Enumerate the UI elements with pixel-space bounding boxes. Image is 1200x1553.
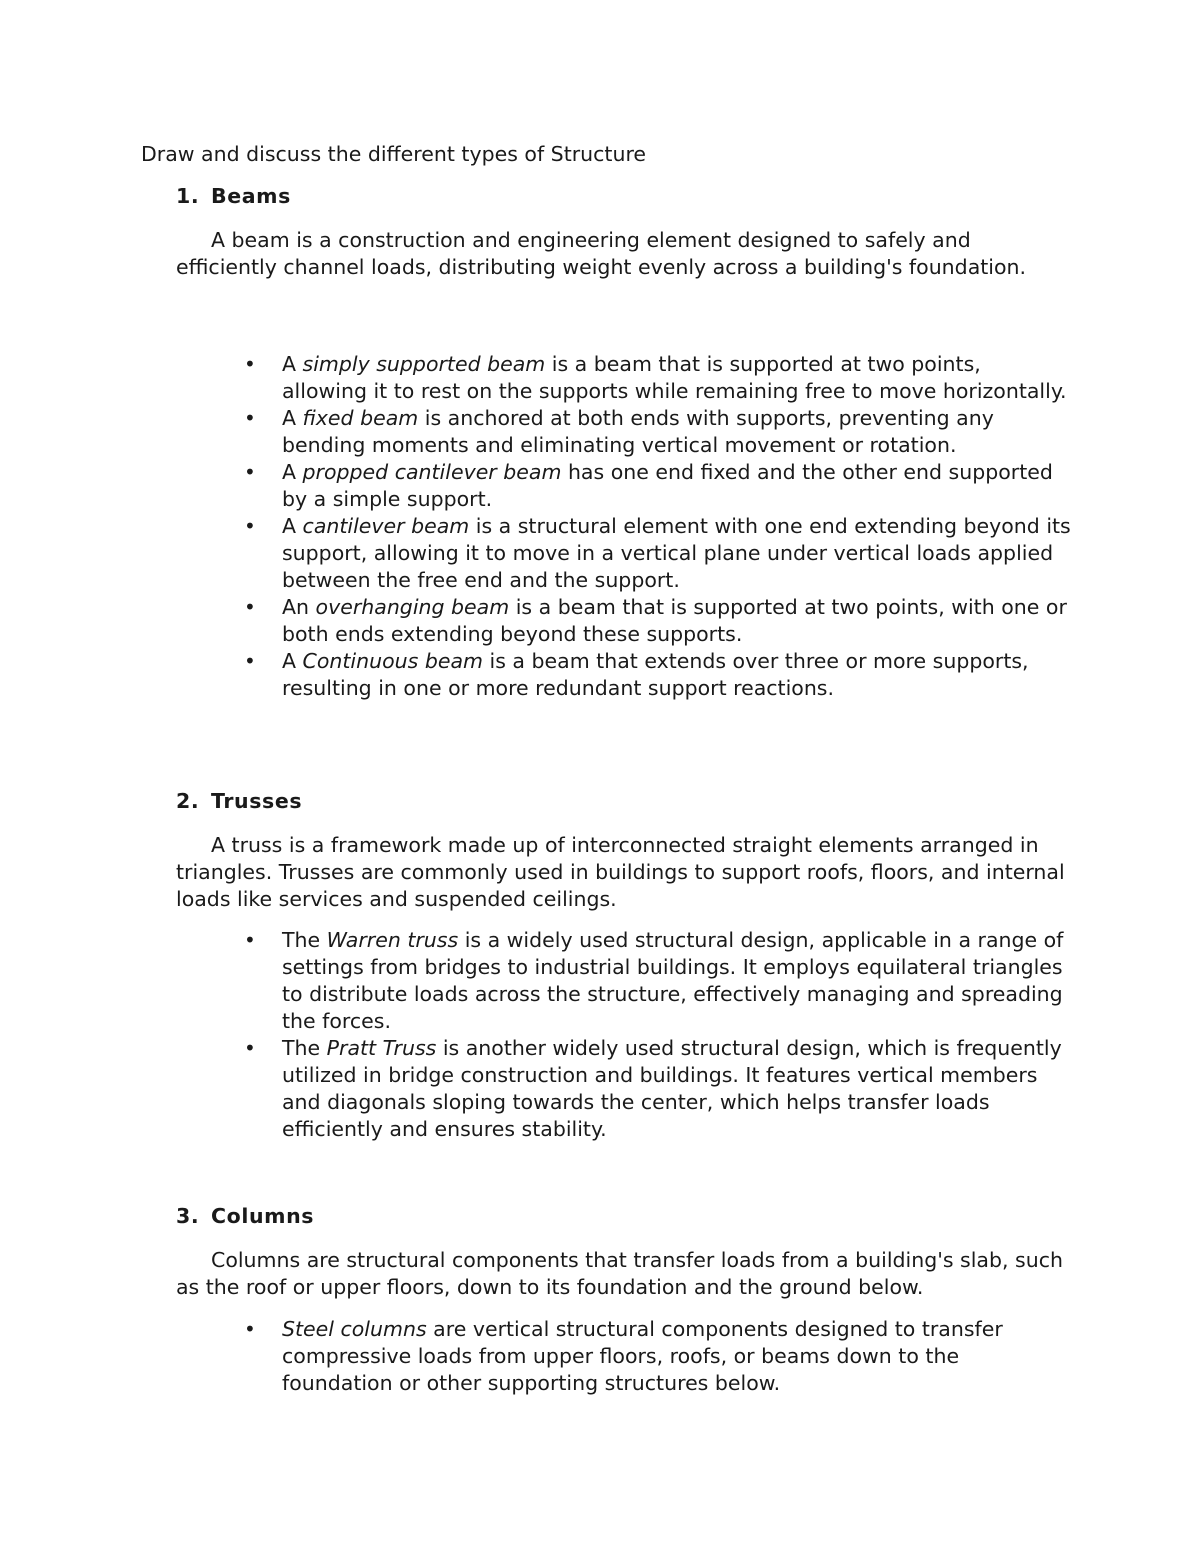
section-number: 3. (176, 1204, 200, 1228)
item-prefix: A (282, 649, 303, 673)
item-prefix: A (282, 406, 303, 430)
item-term: cantilever beam (302, 514, 470, 538)
document-title: Draw and discuss the different types of Structure (141, 142, 647, 166)
bullet-icon: • (244, 928, 256, 952)
item-prefix: A (282, 460, 303, 484)
bullet-icon: • (244, 649, 256, 673)
list-item (244, 405, 1072, 459)
item-text: is a beam that extends over three or more supports, resulting in one or more redundant support reactions. (282, 649, 1029, 700)
bullet-icon: • (244, 514, 256, 538)
list-item (244, 459, 1072, 513)
item-term: Continuous beam (302, 649, 484, 673)
section-number: 2. (176, 789, 200, 813)
item-term: Pratt Truss (326, 1036, 437, 1060)
list-item (244, 513, 1072, 594)
section-heading (176, 183, 291, 210)
section-heading (176, 788, 302, 815)
section-intro: A beam is a construction and engineering element designed to safely and efficiently channel loads, distributing weight evenly across a building's foundation. (176, 228, 1027, 279)
bullet-icon: • (244, 352, 256, 376)
bullet-icon: • (244, 595, 256, 619)
item-prefix: An (282, 595, 316, 619)
item-text: are vertical structural components designed to transfer compressive loads from upper floors, roofs, or beams down to the foundation or other supporting structures below. (282, 1317, 1003, 1395)
item-text: is a widely used structural design, applicable in a range of settings from bridges to industrial buildings. It employs equilateral triangles to distribute loads across the structure, effectively managing and spreading the forces. (282, 928, 1064, 1033)
section-number: 1. (176, 184, 200, 208)
item-prefix: A (282, 352, 303, 376)
bullet-list (244, 1316, 1072, 1397)
bullet-list (244, 927, 1072, 1143)
list-item (244, 1316, 1072, 1397)
item-term: propped cantilever beam (302, 460, 562, 484)
item-text: has one end fixed and the other end supported by a simple support. (282, 460, 1053, 511)
item-text: is a structural element with one end extending beyond its support, allowing it to move in a vertical plane under vertical loads applied between the free end and the support. (282, 514, 1071, 592)
section-intro: A truss is a framework made up of interconnected straight elements arranged in triangles. Trusses are commonly used in buildings to support roofs, floors, and internal loads like services and suspended ceilings. (176, 833, 1065, 911)
item-text: is a beam that is supported at two points, with one or both ends extending beyond these supports. (282, 595, 1067, 646)
section-title: Beams (211, 184, 291, 208)
bullet-icon: • (244, 460, 256, 484)
item-text: is a beam that is supported at two points, allowing it to rest on the supports while remaining free to move horizontally. (282, 352, 1067, 403)
bullet-list (244, 351, 1072, 702)
item-term: simply supported beam (302, 352, 546, 376)
item-text: is anchored at both ends with supports, preventing any bending moments and eliminating vertical movement or rotation. (282, 406, 994, 457)
bullet-icon: • (244, 1317, 256, 1341)
list-item (244, 1035, 1072, 1143)
item-prefix: A (282, 514, 303, 538)
section-title: Columns (211, 1204, 315, 1228)
item-text: is another widely used structural design, which is frequently utilized in bridge construction and buildings. It features vertical members and diagonals sloping towards the center, which helps transfer loads efficiently and ensures stability. (282, 1036, 1062, 1141)
item-prefix: The (282, 1036, 327, 1060)
list-item (244, 594, 1072, 648)
list-item (244, 927, 1072, 1035)
list-item (244, 351, 1072, 405)
bullet-icon: • (244, 1036, 256, 1060)
bullet-icon: • (244, 406, 256, 430)
list-item (244, 648, 1072, 702)
item-term: overhanging beam (315, 595, 510, 619)
section-intro: Columns are structural components that transfer loads from a building's slab, such as the roof or upper floors, down to its foundation and the ground below. (176, 1248, 1063, 1299)
item-term: fixed beam (302, 406, 419, 430)
item-prefix: The (282, 928, 327, 952)
item-term: Steel columns (282, 1317, 427, 1341)
section-title: Trusses (211, 789, 303, 813)
section-heading (176, 1203, 314, 1230)
item-term: Warren truss (326, 928, 459, 952)
